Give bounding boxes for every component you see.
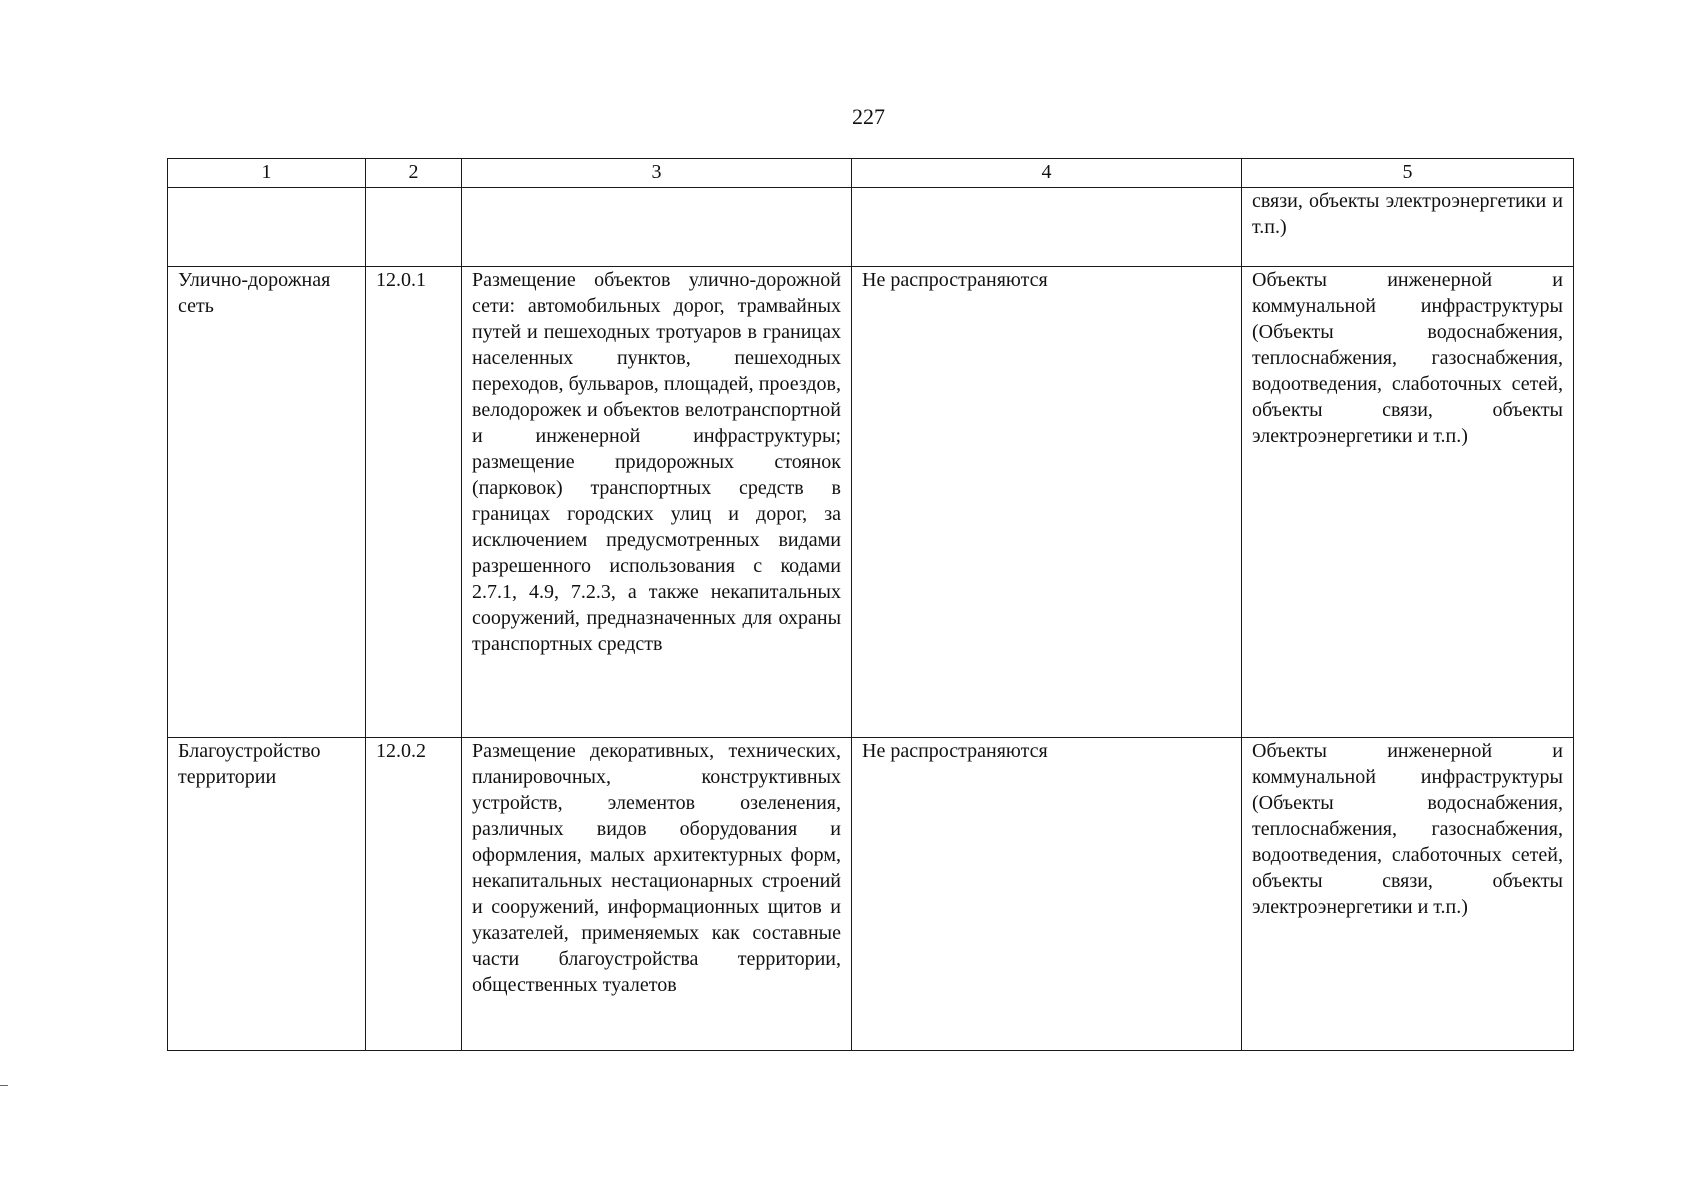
column-header-4: 4 [852, 159, 1242, 188]
use-description-cell: Размещение декоративных, технических, планировочных, конструктивных устройств, элементов озеленения, различных видов оборудования и оформления, малых архитектурных форм, некапитальных нестационарных строений и сооружений, информационных щитов и указателей, применяемых как составные части благоустройства территории, общественных туалетов [462, 738, 852, 1051]
use-code-cell: 12.0.2 [366, 738, 462, 1051]
parameters-cell: Не распространяются [852, 267, 1242, 738]
use-name-cell: Благоустройство территории [168, 738, 366, 1051]
table-row [168, 738, 1574, 1051]
permitted-objects-cell: связи, объекты электроэнергетики и т.п.) [1242, 188, 1574, 267]
use-code-cell: 12.0.1 [366, 267, 462, 738]
page-number: 227 [852, 104, 885, 129]
column-header-1: 1 [168, 159, 366, 188]
parameters-cell: Не распространяются [852, 738, 1242, 1051]
column-header-3: 3 [462, 159, 852, 188]
table-row [168, 188, 1574, 267]
table-header-row [168, 159, 1574, 188]
parameters-cell [852, 188, 1242, 267]
scan-margin-mark [0, 1085, 8, 1086]
table-row [168, 267, 1574, 738]
column-header-5: 5 [1242, 159, 1574, 188]
use-description-cell: Размещение объектов улично-дорожной сети: автомобильных дорог, трамвайных путей и пешеходных тротуаров в границах населенных пунктов, пешеходных переходов, бульваров, площадей, проездов, велодорожек и объектов велотранспортной и инженерной инфраструктуры; размещение придорожных стоянок (парковок) транспортных средств в границах городских улиц и дорог, за исключением предусмотренных видами разрешенного использования с кодами 2.7.1, 4.9, 7.2.3, а также некапитальных сооружений, предназначенных для охраны транспортных средств [462, 267, 852, 738]
permitted-objects-cell: Объекты инженерной и коммунальной инфраструктуры (Объекты водоснабжения, теплоснабжения, газоснабжения, водоотведения, слаботочных сетей, объекты связи, объекты электроэнергетики и т.п.) [1242, 267, 1574, 738]
permitted-objects-cell: Объекты инженерной и коммунальной инфраструктуры (Объекты водоснабжения, теплоснабжения, газоснабжения, водоотведения, слаботочных сетей, объекты связи, объекты электроэнергетики и т.п.) [1242, 738, 1574, 1051]
column-header-2: 2 [366, 159, 462, 188]
use-code-cell [366, 188, 462, 267]
use-name-cell: Улично-дорожная сеть [168, 267, 366, 738]
use-description-cell [462, 188, 852, 267]
use-name-cell [168, 188, 366, 267]
regulations-table [167, 158, 1574, 1051]
